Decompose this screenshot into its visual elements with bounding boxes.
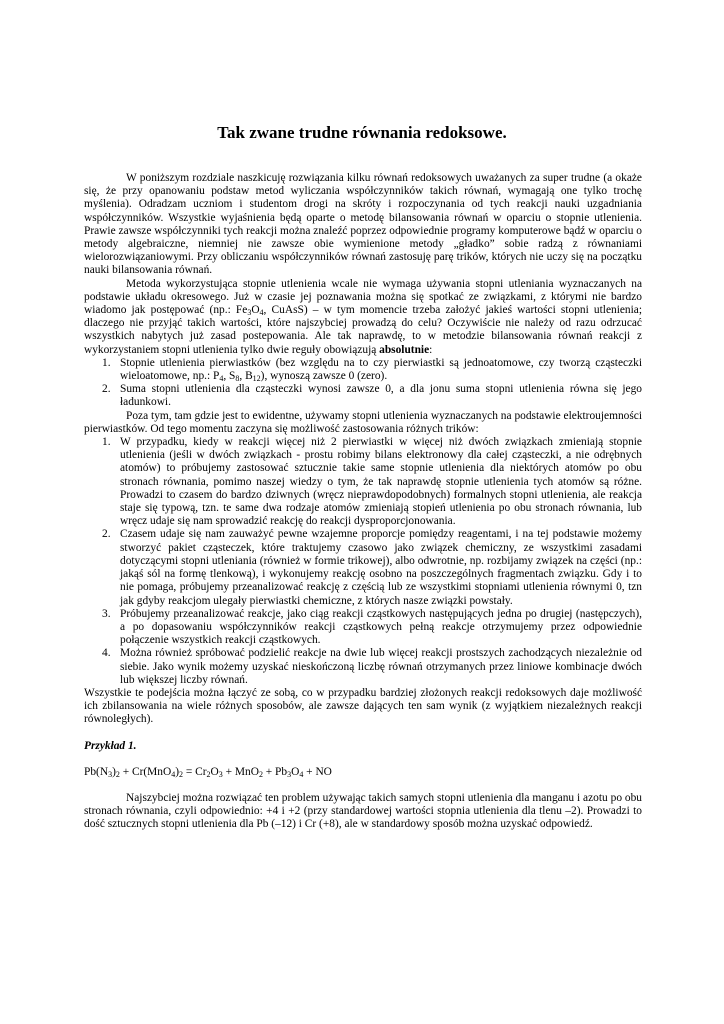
emphasis-absolutnie: absolutnie <box>379 343 430 356</box>
eq-text: O <box>291 765 300 778</box>
trick-item <box>84 436 642 528</box>
example-heading: Przykład 1. <box>84 739 137 752</box>
eq-text: + Cr(MnO <box>119 765 172 778</box>
rule-item <box>84 357 642 383</box>
subscript: 4 <box>299 769 304 779</box>
intro-paragraph: W poniższym rozdziale naszkicuję rozwiązania kilku równań redoksowych uważanych za super trudne (a okaże się, że przy opanowaniu podstaw metod wyliczania współczynników takich równań, wymagają one tylko trochę myślenia). Odradzam uczniom i studentom drogi na skróty i rozpoczynania od tych reakcji nauki uzgadniania współczynników. Wszystkie wyjaśnienia będą oparte o metodę bilansowania równań w oparciu o stopnie utlenienia. Prawie zawsze współczynniki tych reakcji można znaleźć poprzez odpowiednie programy komputerowe bądź w oparciu o metody algebraiczne, niemniej nie zawsze obie wymienione metody „gładko” sobie radzą z równaniami wielorozwiązaniowymi. Przy obliczaniu współczynników równań zastosuję parę trików, których nie uczy się na początku nauki bilansowania równań. <box>84 172 642 277</box>
rule-text: Stopnie utlenienia pierwiastków (bez względu na to czy pierwiastki są jednoatomowe, czy tworzą cząsteczki wieloatomowe, np.: P <box>120 356 642 383</box>
closing-paragraph: Wszystkie te podejścia można łączyć ze sobą, co w przypadku bardziej złożonych reakcji redoksowych daje możliwość ich zbilansowania na wiele różnych sposobów, ale zawsze dających ten sam wynik (z wyjątkiem niezależnych reakcji równoległych). <box>84 686 642 726</box>
trick-item <box>84 608 642 648</box>
eq-text: O <box>210 765 219 778</box>
method-paragraph <box>84 278 642 357</box>
subscript: 4 <box>219 374 224 384</box>
eq-text: + Pb <box>262 765 288 778</box>
subscript: 3 <box>108 769 113 779</box>
eq-text: ) <box>112 765 116 778</box>
trick-text: Próbujemy przeanalizować reakcje, jako ciąg reakcji cząstkowych następujących jedna po drugiej (następczych), a po dopasowaniu współczynników reakcji cząstkowych pełną reakcje otrzymujemy przez odpowiednie połączenie wszystkich reakcji cząstkowych. <box>120 607 642 647</box>
subscript: 12 <box>252 374 261 384</box>
subscript: 8 <box>235 374 240 384</box>
subscript: 2 <box>179 769 184 779</box>
eq-text: Pb(N <box>84 765 109 778</box>
rules-list <box>84 357 642 410</box>
reaction-equation <box>84 766 642 779</box>
method-text: O <box>251 304 260 317</box>
eq-text: + NO <box>303 765 332 778</box>
trick-item <box>84 647 642 687</box>
trick-item <box>84 528 642 607</box>
rule-item <box>84 383 642 409</box>
eq-text: = Cr <box>183 765 207 778</box>
method-text: Metoda wykorzystująca stopnie utlenienia wcale nie wymaga używania stopni utleniania wyznaczanych na podstawie układu okresowego. Już w czasie jej poznawania można się spotkać ze związkami, z którymi nie bardzo wiadomo jak postępować (np.: Fe <box>84 277 642 317</box>
rule-text: Suma stopni utlenienia dla cząsteczki wynosi zawsze 0, a dla jonu suma stopni utlenienia równa się jego ładunkowi. <box>120 383 642 409</box>
subscript: 4 <box>259 308 264 318</box>
trick-text: Czasem udaje się nam zauważyć pewne wzajemne proporcje pomiędzy reagentami, i na tej podstawie możemy stworzyć pakiet cząsteczek, które traktujemy czasowo jako związek chemiczny, ze wszystkimi zasadami dotyczącymi stopni utleniania (również w formie trikowej), albo odwrotnie, np. rozbijamy związek na części (np.: jakąś sól na formę tlenkową), i wykonujemy reakcję osobno na poszczególnych fragmentach związku. Gdy i to nie pomaga, próbujemy przeanalizować reakcję z częścią lub ze wszystkimi stopniami utlenienia równymi 0, tzn jak gdyby reakcjom ulegały pierwiastki chemiczne, z których nasze związki powstały. <box>120 528 642 607</box>
method-text: , CuAsS) – w tym momencie trzeba założyć jakieś wartości stopni utlenienia; dlaczego nie przyjąć takich wartości, które najszybciej prowadzą do celu? Oczywiście nie należy od razu odrzucać wszystkich nabytych już zasad postepowania. Ale tak naprawdę, to w metodzie bilansowania równań reakcji z wykorzystaniem stopni utlenienia tylko dwie reguły obowiązują <box>84 304 642 356</box>
middle-paragraph: Poza tym, tam gdzie jest to ewidentne, używamy stopni utlenienia wyznaczanych na podstawie elektroujemności pierwiastków. Od tego momentu zaczyna się możliwość zastosowania różnych trików: <box>84 409 642 435</box>
subscript: 2 <box>206 769 211 779</box>
eq-text: ) <box>175 765 180 778</box>
tricks-list <box>84 436 642 687</box>
example-paragraph: Najszybciej można rozwiązać ten problem używając takich samych stopni utlenienia dla manganu i azotu po obu stronach równania, czyli odpowiednio: +4 i +2 (przy standardowej wartości stopnia utlenienia dla tlenu –2). Prowadzi to dość sztucznych stopni utlenienia dla Pb (–12) i Cr (+8), ale w standardowy sposób można uzyskać odpowiedź. <box>84 791 642 831</box>
eq-text: + MnO <box>222 765 259 778</box>
subscript: 2 <box>115 769 120 779</box>
list-number: 4. <box>102 647 111 660</box>
list-number: 2. <box>102 528 111 541</box>
trick-text: Można również spróbować podzielić reakcje na dwie lub więcej reakcji prostszych zachodzących niezależnie od siebie. Jako wynik możemy uzyskać nieskończoną liczbę równań otrzymanych przez liniowe kombinacje dwóch lub większej liczby równań. <box>120 647 642 686</box>
subscript: 4 <box>171 769 176 779</box>
list-number: 1. <box>102 356 111 369</box>
rule-text: ), wynoszą zawsze 0 (zero). <box>260 370 388 383</box>
document-body <box>84 172 642 832</box>
rule-text: , S <box>223 370 236 383</box>
list-number: 3. <box>102 607 111 620</box>
subscript: 3 <box>218 769 223 779</box>
rule-text: , B <box>239 370 253 383</box>
method-text: : <box>429 343 433 356</box>
trick-text: W przypadku, kiedy w reakcji więcej niż 2 pierwiastki w więcej niż dwóch związkach zmieniają stopnie utlenienia (jeśli w dwóch związkach - prostu robimy bilans elektronowy dla całej cząsteczki, a nie odrębnych atomów) to próbujemy zastosować sztucznie takie same stopnie utlenienia dla niektórych atomów po obu stronach równania, pomimo naszej wiedzy o tym, że tak naprawdę stopnie utlenienia tych atomów są różne. Prowadzi to czasem do bardzo dziwnych (wręcz nieprawdopodobnych) formalnych stopni utlenienia, ale reakcja staje się typową, tzn. te same dwa rodzaje atomów zmieniają stopień utlenienia po obu stronach równania, lub wręcz udaje się nam sprowadzić reakcję do reakcji dysproporcjonowania. <box>120 436 642 528</box>
page-title: Tak zwane trudne równania redoksowe. <box>217 123 507 142</box>
subscript: 3 <box>247 308 252 318</box>
list-number: 2. <box>102 383 111 396</box>
subscript: 3 <box>287 769 292 779</box>
subscript: 2 <box>258 769 263 779</box>
list-number: 1. <box>102 436 111 449</box>
